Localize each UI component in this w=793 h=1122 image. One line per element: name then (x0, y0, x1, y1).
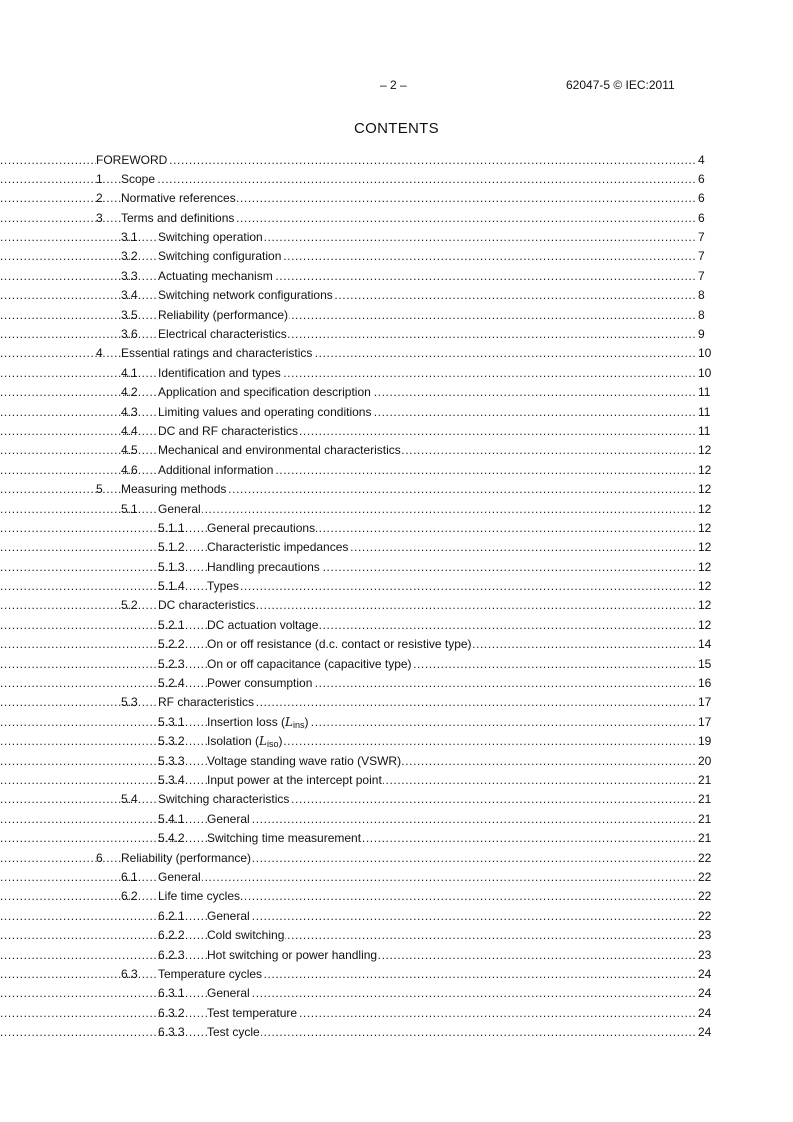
toc-entry-title-text: DC and RF characteristics (158, 423, 299, 438)
toc-entry-number: 6.1 (121, 869, 138, 884)
toc-entry-page: 19 (698, 734, 712, 749)
toc-entry-number: 4 (96, 346, 103, 361)
toc-entry[interactable] (0, 344, 793, 363)
toc-entry[interactable] (0, 247, 793, 266)
toc-entry[interactable] (0, 868, 793, 887)
toc-entry-page: 12 (698, 559, 712, 574)
toc-entry[interactable] (0, 1004, 793, 1023)
toc-entry[interactable] (0, 170, 793, 189)
toc-entry-page: 12 (698, 520, 712, 535)
toc-entry-page: 22 (698, 869, 712, 884)
toc-entry-title-text: Voltage standing wave ratio (VSWR) (207, 753, 402, 768)
toc-entry-number: 1 (96, 171, 103, 186)
toc-entry-page: 15 (698, 656, 712, 671)
toc-entry-leader (0, 790, 697, 809)
toc-entry-number: 3.1 (121, 230, 138, 245)
toc-entry-title-text: Switching time measurement (207, 831, 362, 846)
toc-entry-title (96, 153, 168, 167)
toc-entry-number: 6.3.3 (158, 1025, 185, 1040)
toc-entry-title-text: Essential ratings and characteristics (121, 346, 313, 361)
toc-entry-title-text: Switching operation (158, 230, 263, 245)
toc-entry-title (158, 308, 289, 322)
toc-entry-page: 6 (698, 191, 705, 206)
math-variable: L (285, 714, 293, 729)
toc-entry[interactable] (0, 984, 793, 1003)
toc-entry-title-suffix: ) (304, 714, 309, 729)
toc-entry[interactable] (0, 189, 793, 208)
toc-entry-title-text: DC characteristics (158, 598, 256, 613)
toc-entry-number: 5.2.3 (158, 656, 185, 671)
toc-entry-leader (0, 577, 697, 596)
toc-entry[interactable] (0, 519, 793, 538)
toc-entry-leader (0, 829, 697, 848)
toc-entry-page: 21 (698, 773, 712, 787)
toc-entry[interactable] (0, 538, 793, 557)
table-of-contents (0, 151, 793, 1043)
toc-entry-leader (0, 1004, 697, 1023)
toc-entry[interactable] (0, 403, 793, 422)
toc-entry-title-text: General (207, 986, 250, 1001)
toc-entry-leader (0, 849, 697, 868)
toc-entry-title (158, 463, 274, 477)
toc-entry-number: 3 (96, 210, 103, 225)
toc-entry-title-text: Additional information (158, 462, 274, 477)
toc-entry-title (207, 909, 251, 923)
toc-entry-title (158, 230, 264, 244)
toc-entry-leader (0, 887, 697, 906)
toc-entry-page: 8 (698, 288, 705, 303)
toc-entry[interactable] (0, 151, 793, 170)
toc-entry-page: 11 (698, 404, 711, 419)
toc-entry-title (158, 405, 372, 419)
toc-entry-page: 21 (698, 811, 712, 826)
toc-entry-page: 12 (698, 540, 712, 555)
toc-entry[interactable] (0, 713, 793, 732)
toc-entry-title-text: Actuating mechanism (158, 268, 273, 283)
toc-entry-page: 21 (698, 792, 712, 807)
toc-entry-leader (0, 907, 697, 926)
toc-entry-title-text: On or off capacitance (capacitive type) (207, 656, 412, 671)
toc-entry-number: 5.3 (121, 695, 138, 710)
toc-entry-number: 4.2 (121, 385, 138, 400)
toc-entry-number: 5.1 (121, 501, 138, 516)
toc-entry-title (207, 560, 321, 574)
toc-entry-leader (0, 752, 697, 771)
math-subscript: ins (293, 719, 305, 730)
toc-entry-page: 8 (698, 307, 705, 322)
toc-entry-title-text: Temperature cycles (158, 966, 263, 981)
toc-entry[interactable] (0, 364, 793, 383)
toc-entry-leader (0, 383, 697, 402)
toc-entry-title-text: Switching network configurations (158, 288, 333, 303)
toc-entry-number: 6.2.3 (158, 947, 185, 962)
toc-entry-leader (0, 984, 697, 1003)
toc-entry[interactable] (0, 926, 793, 945)
toc-entry-page: 12 (698, 462, 712, 477)
toc-entry-title (121, 191, 237, 205)
toc-entry[interactable] (0, 771, 793, 790)
toc-entry[interactable] (0, 829, 793, 848)
toc-entry-page: 6 (698, 171, 705, 186)
toc-entry-title (121, 482, 227, 496)
toc-entry-leader (0, 519, 697, 538)
toc-entry[interactable] (0, 306, 793, 325)
math-symbol (285, 715, 304, 729)
toc-entry-leader (0, 635, 697, 654)
toc-entry-number: 5.1.1 (158, 520, 185, 535)
toc-entry-leader (0, 286, 697, 305)
toc-entry-leader (0, 1023, 697, 1042)
toc-entry[interactable] (0, 500, 793, 519)
toc-entry-title-text: DC actuation voltage (207, 617, 319, 632)
toc-entry[interactable] (0, 907, 793, 926)
toc-entry-title (207, 715, 310, 729)
toc-entry-title (158, 870, 202, 884)
toc-entry-title (158, 502, 202, 516)
toc-entry[interactable] (0, 946, 793, 965)
toc-entry-title (158, 269, 274, 283)
toc-entry[interactable] (0, 790, 793, 809)
toc-entry-leader (0, 655, 697, 674)
toc-entry-page: 24 (698, 1005, 712, 1020)
toc-entry-page: 20 (698, 753, 712, 768)
toc-entry-title-text: On or off resistance (d.c. contact or resistive type) (207, 637, 472, 652)
page-number: – 2 – (380, 78, 407, 92)
toc-entry-number: 6.3.1 (158, 986, 185, 1001)
toc-entry-leader (0, 247, 697, 266)
toc-entry-page: 12 (698, 443, 712, 458)
toc-entry-title-text: Test cycle (207, 1025, 260, 1040)
toc-entry[interactable] (0, 325, 793, 344)
toc-entry-leader (0, 461, 697, 480)
toc-entry-title (207, 754, 402, 768)
toc-entry-title (121, 346, 313, 360)
toc-entry-title (207, 521, 316, 535)
toc-entry-number: 5.4.2 (158, 831, 185, 846)
toc-entry-leader (0, 403, 697, 422)
toc-entry-title (121, 172, 156, 186)
toc-entry-page: 7 (698, 268, 705, 283)
toc-entry-title-text: General (207, 811, 250, 826)
toc-entry-page: 12 (698, 579, 712, 594)
toc-entry-leader (0, 325, 697, 344)
toc-entry-title-text: Isolation ( (207, 734, 260, 749)
toc-entry-page: 12 (698, 617, 712, 632)
toc-entry-title-text: Reliability (performance) (158, 307, 289, 322)
toc-entry-leader (0, 422, 697, 441)
toc-entry-number: 3.5 (121, 307, 138, 322)
toc-entry-title-text: Power consumption (207, 676, 313, 691)
toc-entry-leader (0, 810, 697, 829)
toc-entry-title (121, 211, 235, 225)
standard-reference: 62047-5 © IEC:2011 (566, 78, 675, 92)
toc-entry-title (158, 889, 241, 903)
toc-entry-title-text: FOREWORD (96, 152, 168, 167)
toc-entry-number: 6.2 (121, 889, 138, 904)
toc-entry-title (207, 540, 349, 554)
toc-entry[interactable] (0, 849, 793, 868)
toc-entry-title (158, 366, 282, 380)
toc-entry[interactable] (0, 1023, 793, 1042)
toc-entry-title-text: Limiting values and operating conditions (158, 404, 372, 419)
toc-entry-page: 22 (698, 850, 712, 865)
toc-entry[interactable] (0, 286, 793, 305)
toc-entry-title-text: RF characteristics (158, 695, 255, 710)
toc-entry-title-text: Reliability (performance) (121, 850, 252, 865)
toc-entry-title (158, 249, 282, 263)
toc-entry[interactable] (0, 887, 793, 906)
toc-entry-title (207, 812, 251, 826)
toc-entry-title-text: Cold switching (207, 928, 285, 943)
toc-entry-page: 11 (698, 423, 711, 438)
toc-entry-number: 4.4 (121, 423, 138, 438)
toc-entry-leader (0, 151, 697, 170)
math-variable: L (259, 734, 267, 749)
toc-entry-page: 23 (698, 928, 712, 943)
toc-entry-number: 5.2.4 (158, 676, 185, 691)
toc-entry-title (207, 831, 362, 845)
toc-entry-page: 4 (698, 152, 705, 167)
toc-entry-page: 14 (698, 637, 712, 652)
toc-entry-leader (0, 500, 697, 519)
toc-entry-leader (0, 926, 697, 945)
toc-entry-title (207, 928, 285, 942)
toc-entry-number: 5.1.3 (158, 559, 185, 574)
toc-entry-number: 4.5 (121, 443, 138, 458)
toc-entry[interactable] (0, 209, 793, 228)
toc-entry-leader (0, 364, 697, 383)
toc-entry-page: 9 (698, 327, 705, 342)
toc-entry[interactable] (0, 674, 793, 693)
toc-entry-title-text: Terms and definitions (121, 210, 235, 225)
toc-entry-title-text: General (207, 908, 250, 923)
toc-entry-page: 21 (698, 831, 712, 846)
toc-entry-title-text: Hot switching or power handling (207, 947, 378, 962)
math-subscript: iso (267, 739, 279, 750)
toc-entry-number: 5.2 (121, 598, 138, 613)
toc-entry[interactable] (0, 441, 793, 460)
toc-entry-title (207, 657, 413, 671)
toc-entry-page: 22 (698, 889, 712, 904)
toc-entry[interactable] (0, 267, 793, 286)
toc-entry-title-text: Types (207, 579, 240, 594)
toc-entry-number: 5.3.2 (158, 734, 185, 749)
toc-entry[interactable] (0, 461, 793, 480)
toc-entry[interactable] (0, 596, 793, 615)
toc-entry-number: 5.2.2 (158, 637, 185, 652)
toc-entry-title (121, 851, 252, 865)
toc-entry[interactable] (0, 422, 793, 441)
toc-entry-number: 6.3.2 (158, 1005, 185, 1020)
toc-entry-title (158, 424, 299, 438)
toc-entry-title-text: Test temperature (207, 1005, 298, 1020)
toc-entry-leader (0, 596, 697, 615)
toc-entry[interactable] (0, 752, 793, 771)
toc-entry-page: 23 (698, 947, 712, 962)
toc-entry-leader (0, 693, 697, 712)
toc-entry-title (158, 967, 263, 981)
toc-entry-page: 12 (698, 501, 712, 516)
toc-entry[interactable] (0, 732, 793, 751)
toc-entry-page: 12 (698, 482, 712, 497)
toc-entry-page: 24 (698, 986, 712, 1001)
toc-entry-title (207, 1006, 298, 1020)
toc-entry[interactable] (0, 693, 793, 712)
toc-entry-leader (0, 616, 697, 635)
toc-entry-number: 4.3 (121, 404, 138, 419)
toc-entry-page: 7 (698, 249, 705, 264)
toc-entry-title-text: General (158, 869, 201, 884)
toc-entry-title-text: Measuring methods (121, 482, 227, 497)
toc-entry-title (158, 695, 255, 709)
toc-entry-title-text: Scope (121, 171, 156, 186)
toc-entry-number: 2 (96, 191, 103, 206)
toc-entry-number: 3.6 (121, 327, 138, 342)
toc-entry-page: 10 (698, 365, 712, 380)
math-symbol (259, 734, 278, 748)
toc-entry-leader (0, 965, 697, 984)
toc-entry-title (207, 986, 251, 1000)
toc-entry-title (207, 948, 378, 962)
toc-entry-page: 24 (698, 966, 712, 981)
toc-entry-title (158, 288, 334, 302)
toc-entry-title-text: Handling precautions (207, 559, 320, 574)
toc-entry-number: 5.3.1 (158, 714, 185, 729)
toc-entry-title-text: Insertion loss ( (207, 714, 286, 729)
toc-entry-number: 5.1.2 (158, 540, 185, 555)
toc-entry-leader (0, 868, 697, 887)
toc-entry-leader (0, 441, 697, 460)
toc-entry-title-text: Characteristic impedances (207, 540, 349, 555)
toc-entry-title (207, 773, 383, 787)
toc-entry-title-text: Electrical characteristics (158, 327, 287, 342)
toc-entry[interactable] (0, 616, 793, 635)
toc-entry-number: 5 (96, 482, 103, 497)
toc-entry-page: 24 (698, 1025, 712, 1040)
toc-entry-number: 3.3 (121, 268, 138, 283)
toc-entry-number: 5.4.1 (158, 811, 185, 826)
toc-entry-title-text: Life time cycles (158, 889, 241, 904)
toc-entry-number: 5.1.4 (158, 579, 185, 594)
toc-entry-title (158, 598, 256, 612)
toc-entry-title-text: Normative references (121, 191, 236, 206)
toc-entry-leader (0, 228, 697, 247)
toc-entry-leader (0, 946, 697, 965)
toc-entry[interactable] (0, 655, 793, 674)
toc-entry-leader (0, 189, 697, 208)
toc-entry[interactable] (0, 228, 793, 247)
toc-entry-leader (0, 538, 697, 557)
toc-entry-number: 3.4 (121, 288, 138, 303)
toc-entry[interactable] (0, 635, 793, 654)
toc-entry-page: 11 (698, 385, 711, 400)
toc-entry-number: 5.3.4 (158, 773, 185, 787)
toc-entry-title-text: Input power at the intercept point (207, 773, 382, 787)
toc-entry[interactable] (0, 810, 793, 829)
toc-entry-leader (0, 480, 697, 499)
toc-entry-page: 6 (698, 210, 705, 225)
toc-entry-number: 6.2.2 (158, 928, 185, 943)
toc-entry-number: 6 (96, 850, 103, 865)
toc-entry-number: 5.3.3 (158, 753, 185, 768)
toc-entry-number: 3.2 (121, 249, 138, 264)
toc-entry-number: 5.2.1 (158, 617, 185, 632)
toc-entry-number: 4.1 (121, 365, 138, 380)
page-title: CONTENTS (354, 120, 439, 137)
toc-entry-page: 10 (698, 346, 712, 361)
toc-entry-leader (0, 170, 697, 189)
toc-entry[interactable] (0, 965, 793, 984)
toc-entry-title (207, 1025, 261, 1039)
toc-entry-page: 22 (698, 908, 712, 923)
toc-entry-number: 6.2.1 (158, 908, 185, 923)
toc-entry-title (158, 792, 290, 806)
toc-entry-title-text: Application and specification description (158, 385, 371, 400)
toc-entry-title (158, 385, 372, 399)
toc-entry[interactable] (0, 558, 793, 577)
toc-entry-page: 7 (698, 230, 705, 245)
toc-entry[interactable] (0, 577, 793, 596)
toc-entry-page: 17 (698, 695, 712, 710)
toc-entry-title-text: Identification and types (158, 365, 281, 380)
toc-entry-leader (0, 344, 697, 363)
toc-entry-title-suffix: ) (278, 734, 283, 749)
toc-entry-leader (0, 674, 697, 693)
toc-entry-leader (0, 558, 697, 577)
toc-entry-title (158, 327, 288, 341)
toc-entry-number: 5.4 (121, 792, 138, 807)
toc-entry-title (158, 443, 402, 457)
toc-entry-title-text: Switching configuration (158, 249, 282, 264)
toc-entry-number: 6.3 (121, 966, 138, 981)
toc-entry-number: 4.6 (121, 462, 138, 477)
toc-entry[interactable] (0, 383, 793, 402)
toc-entry-title (207, 637, 473, 651)
toc-entry-title (207, 579, 240, 593)
toc-entry-page: 16 (698, 676, 712, 691)
toc-entry-title-text: General (158, 501, 201, 516)
toc-entry-title-text: Mechanical and environmental characteristics (158, 443, 401, 458)
toc-entry-page: 17 (698, 714, 712, 729)
toc-entry-leader (0, 306, 697, 325)
toc-entry-leader (0, 209, 697, 228)
toc-entry[interactable] (0, 480, 793, 499)
toc-entry-title (207, 734, 284, 748)
toc-entry-title (207, 676, 313, 690)
toc-entry-page: 12 (698, 598, 712, 613)
toc-entry-leader (0, 771, 697, 790)
toc-entry-title-text: Switching characteristics (158, 792, 290, 807)
toc-entry-leader (0, 267, 697, 286)
toc-entry-title-text: General precautions (207, 520, 316, 535)
toc-entry-title (207, 618, 319, 632)
